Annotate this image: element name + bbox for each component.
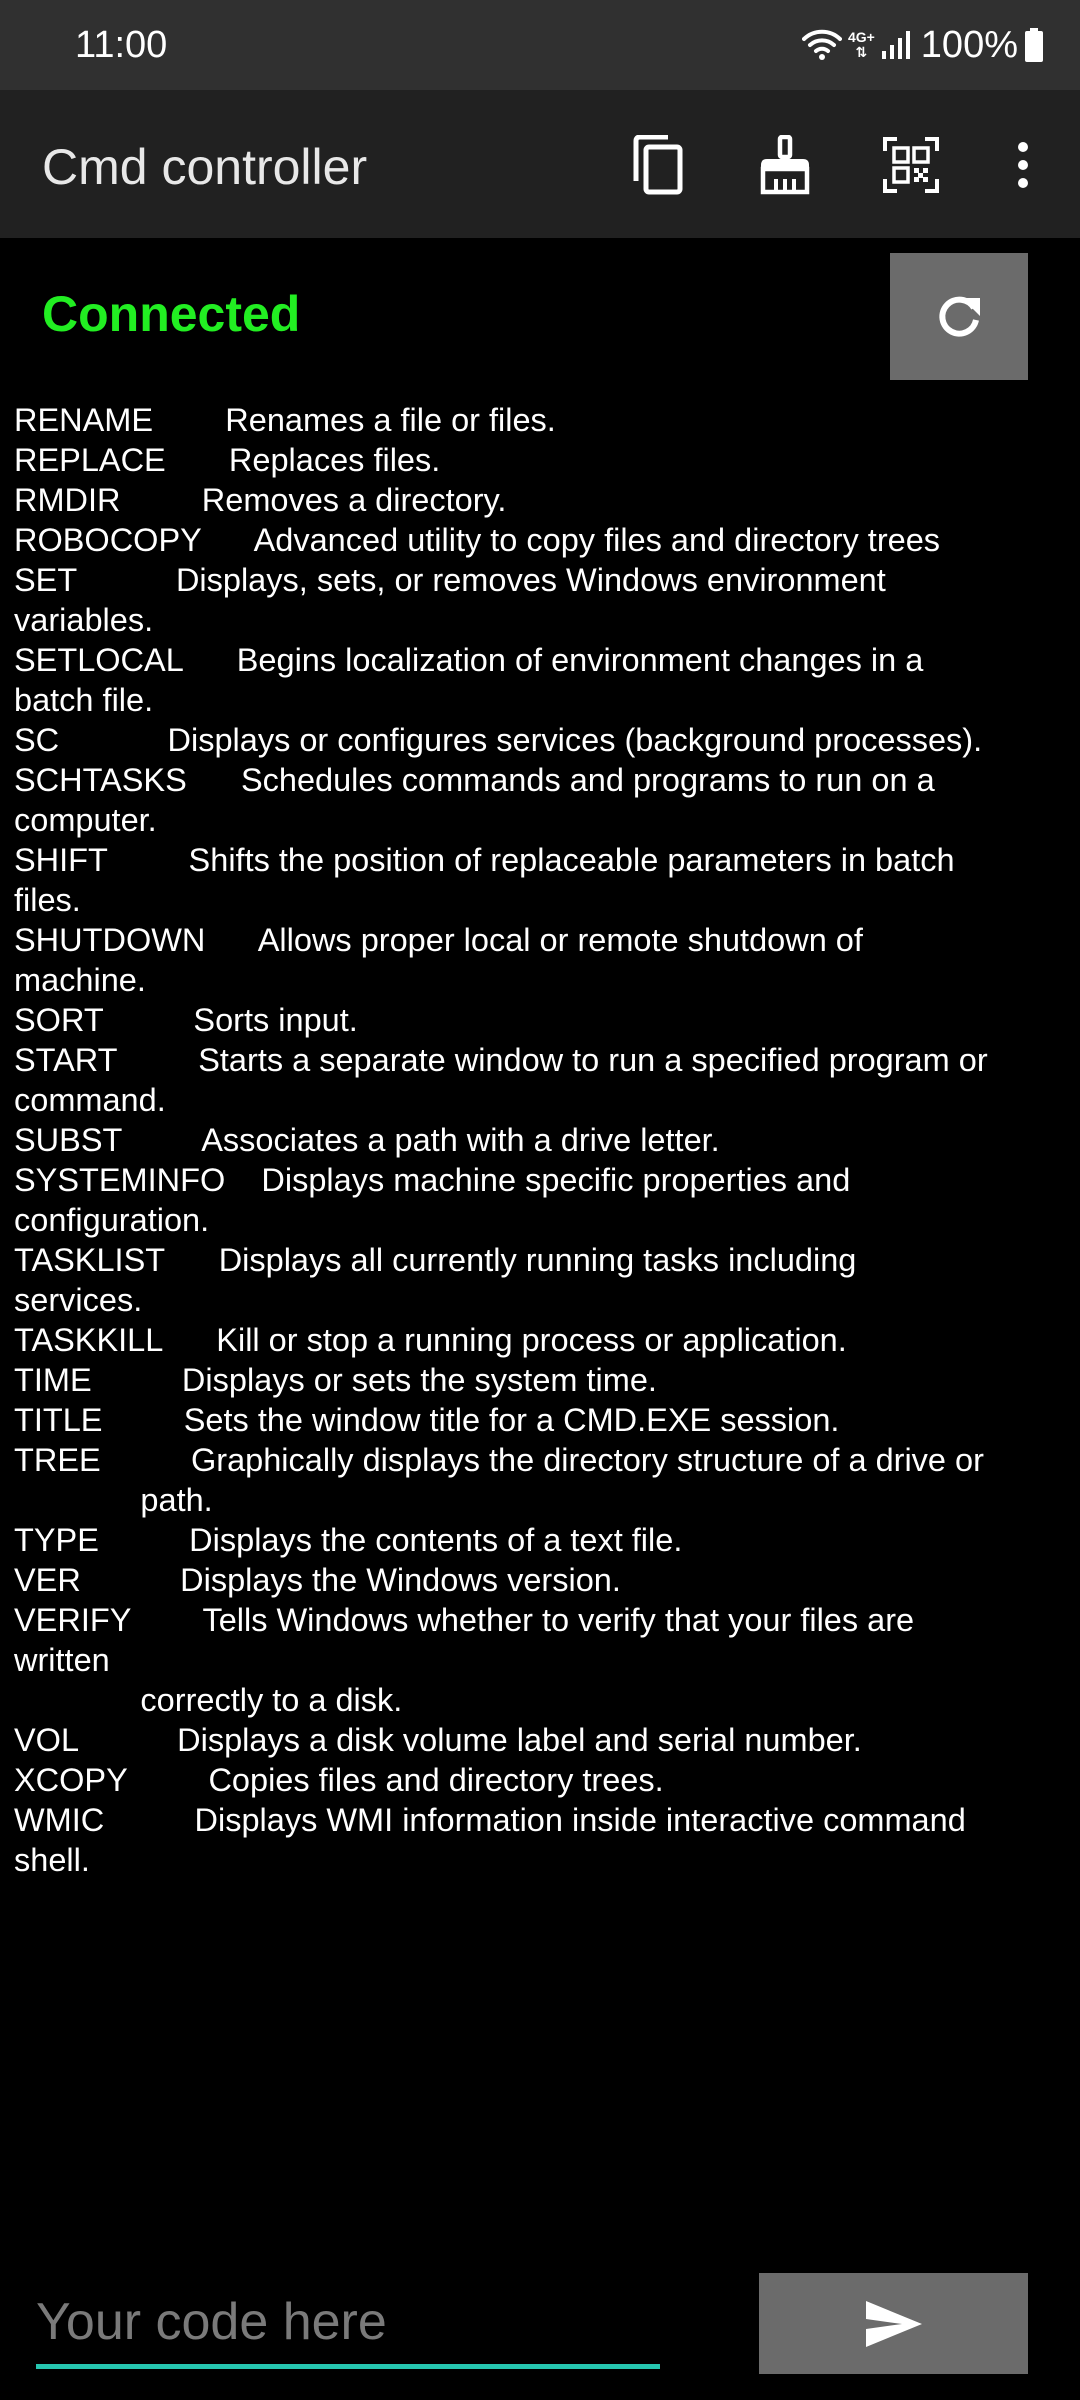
more-options-button[interactable] <box>988 130 1058 200</box>
qr-scan-button[interactable] <box>876 130 946 200</box>
network-type <box>848 30 875 60</box>
connection-status: Connected <box>42 286 301 342</box>
clear-button[interactable] <box>750 130 820 200</box>
wifi-icon <box>802 29 842 61</box>
refresh-icon <box>934 292 984 342</box>
copy-button[interactable] <box>621 130 691 200</box>
status-icons <box>802 22 1044 68</box>
signal-icon <box>881 29 911 61</box>
qr-code-icon <box>883 137 939 193</box>
app-title: Cmd controller <box>42 139 368 195</box>
data-arrows-icon: ⇅ <box>855 44 868 60</box>
battery-percent: 100% <box>920 23 1018 66</box>
command-output: RENAME Renames a file or files. REPLACE Replaces files. RMDIR Removes a directory. ROBOCOPY Advanced utility to copy files and directory trees SET Displays, sets, or removes Windows environment variables. SETLOCAL Begins localization of environment changes in a batch file. SC Displays or configures services (background processes). SCHTASKS Schedules commands and programs to run on a computer. SHIFT Shifts the position of replaceable parameters in batch files. SHUTDOWN Allows proper local or remote shutdown of machine. SORT Sorts input. START Starts a separate window to run a specified program or command. SUBST Associates a path with a drive letter. SYSTEMINFO Displays machine specific properties and configuration. TASKLIST Displays all currently running tasks including services. TASKKILL Kill or stop a running process or application. TIME Displays or sets the system time. TITLE Sets the window title for a CMD.EXE session. TREE Graphically displays the directory structure of a drive or path. TYPE Displays the contents of a text file. VER Displays the Windows version. VERIFY Tells Windows whether to verify that your files are written correctly to a disk. VOL Displays a disk volume label and serial number. XCOPY Copies files and directory trees. WMIC Displays WMI information inside interactive command shell. <box>14 402 988 1878</box>
app-bar <box>0 90 1080 238</box>
status-bar <box>0 0 1080 90</box>
copy-icon <box>628 135 684 195</box>
network-type-label: 4G+ <box>847 29 875 45</box>
status-time: 11:00 <box>75 24 168 66</box>
code-input[interactable] <box>36 2280 660 2369</box>
clear-broom-icon <box>757 135 813 195</box>
refresh-button[interactable] <box>890 253 1028 380</box>
send-button[interactable] <box>759 2273 1028 2374</box>
send-icon <box>864 2299 924 2349</box>
battery-icon <box>1024 28 1044 62</box>
more-vert-icon <box>1017 141 1029 189</box>
